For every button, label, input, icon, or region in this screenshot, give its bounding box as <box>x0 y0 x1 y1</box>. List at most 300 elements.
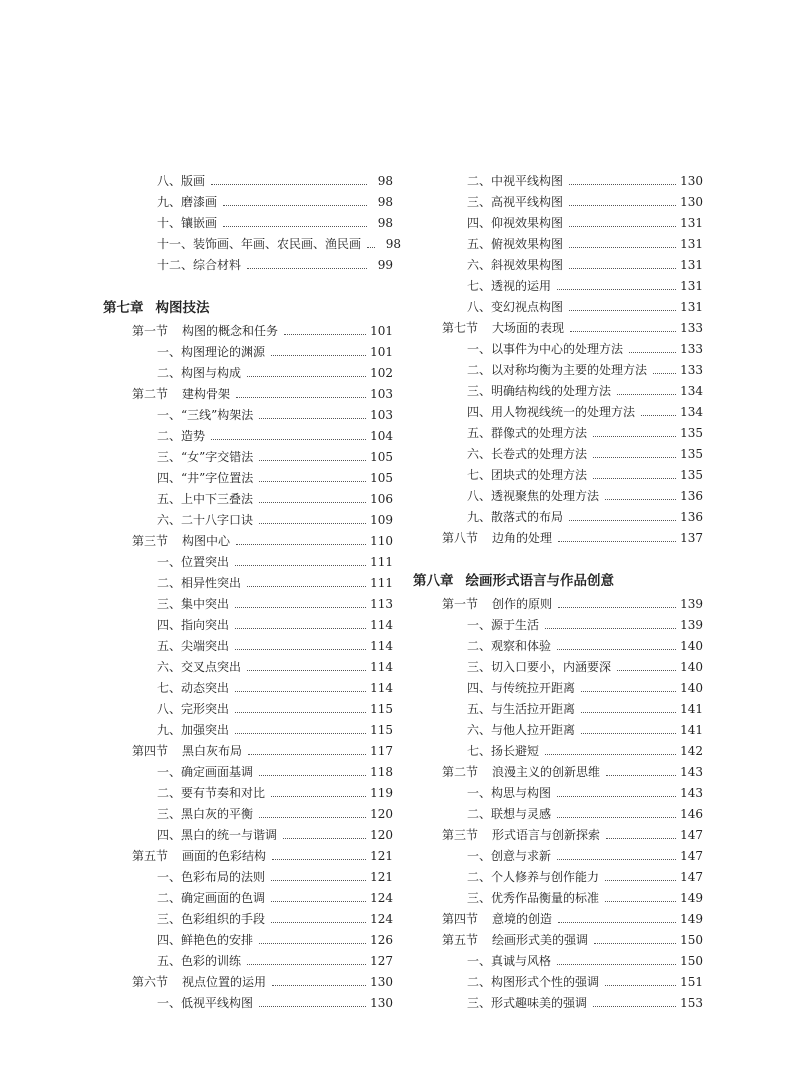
dot-leader <box>272 859 366 860</box>
dot-leader <box>570 331 676 332</box>
page-number: 120 <box>370 828 393 842</box>
page-number: 146 <box>680 807 703 821</box>
page-number: 105 <box>370 471 393 485</box>
dot-leader <box>557 964 676 965</box>
page-number: 114 <box>370 639 393 653</box>
page-number: 130 <box>370 996 393 1010</box>
dot-leader <box>259 481 366 482</box>
item-title: 九、散落式的布局 <box>467 510 564 524</box>
section-title: 大场面的表现 <box>492 321 565 335</box>
page-number: 119 <box>370 786 393 800</box>
dot-leader <box>259 775 366 776</box>
toc-item-entry[interactable] <box>413 442 703 463</box>
item-title: 一、位置突出 <box>157 555 230 569</box>
toc-item-entry[interactable] <box>103 169 393 190</box>
section-title: 创作的原则 <box>492 597 553 611</box>
dot-leader <box>545 754 676 755</box>
toc-item-entry[interactable] <box>103 466 393 487</box>
section-title: 建构骨架 <box>182 387 231 401</box>
toc-item-entry[interactable] <box>103 655 393 676</box>
toc-item-entry[interactable] <box>103 190 393 211</box>
toc-item-entry[interactable] <box>413 295 703 316</box>
item-title: 六、斜视效果构图 <box>467 258 564 272</box>
item-title: 一、确定画面基调 <box>157 765 254 779</box>
page-number: 133 <box>680 321 703 335</box>
dot-leader <box>235 712 366 713</box>
toc-item-entry[interactable] <box>413 676 703 697</box>
page-number: 139 <box>680 618 703 632</box>
toc-item-entry[interactable] <box>413 274 703 295</box>
section-label: 第七节 <box>442 321 479 335</box>
page-number: 103 <box>370 387 393 401</box>
item-title: 二、确定画面的色调 <box>157 891 266 905</box>
dot-leader <box>606 838 676 839</box>
toc-section-entry[interactable] <box>413 526 703 547</box>
page-number: 140 <box>680 660 703 674</box>
dot-leader <box>247 964 366 965</box>
section-heading <box>132 387 230 401</box>
toc-section-entry[interactable] <box>413 760 703 781</box>
dot-leader <box>259 460 366 461</box>
section-label: 第二节 <box>442 765 479 779</box>
page-number: 151 <box>680 975 703 989</box>
toc-item-entry[interactable] <box>413 970 703 991</box>
dot-leader <box>569 268 676 269</box>
page-number: 115 <box>370 702 393 716</box>
toc-item-entry[interactable] <box>413 505 703 526</box>
section-label: 第四节 <box>132 744 169 758</box>
section-heading <box>132 744 242 758</box>
item-title: 十、镶嵌画 <box>157 216 218 230</box>
item-title: 四、用人物视线统一的处理方法 <box>467 405 636 419</box>
item-title: 三、明确结构线的处理方法 <box>467 384 612 398</box>
dot-leader <box>569 247 676 248</box>
toc-section-entry[interactable] <box>103 319 393 340</box>
toc-item-entry[interactable] <box>103 697 393 718</box>
item-title: 三、形式趣味美的强调 <box>467 996 588 1010</box>
item-title: 二、构图形式个性的强调 <box>467 975 600 989</box>
toc-item-entry[interactable] <box>413 400 703 421</box>
page-number: 124 <box>370 891 393 905</box>
item-title: 五、尖端突出 <box>157 639 230 653</box>
dot-leader <box>235 628 366 629</box>
toc-item-entry[interactable] <box>413 253 703 274</box>
page-number: 106 <box>370 492 393 506</box>
page-number: 120 <box>370 807 393 821</box>
dot-leader <box>247 586 366 587</box>
toc-item-entry[interactable] <box>103 991 393 1012</box>
item-title: 五、俯视效果构图 <box>467 237 564 251</box>
item-title: 四、仰视效果构图 <box>467 216 564 230</box>
toc-item-entry[interactable] <box>103 865 393 886</box>
section-label: 第三节 <box>132 534 169 548</box>
dot-leader <box>557 796 676 797</box>
dot-leader <box>247 376 366 377</box>
dot-leader <box>235 691 366 692</box>
page-number: 124 <box>370 912 393 926</box>
toc-item-entry[interactable] <box>413 484 703 505</box>
toc-item-entry[interactable] <box>413 991 703 1012</box>
toc-section-entry[interactable] <box>103 970 393 991</box>
dot-leader <box>223 226 367 227</box>
section-title: 绘画形式美的强调 <box>492 933 589 947</box>
toc-item-entry[interactable] <box>103 592 393 613</box>
toc-section-entry[interactable] <box>103 529 393 550</box>
section-heading <box>442 933 588 947</box>
page-number: 131 <box>680 216 703 230</box>
page-number: 110 <box>370 534 393 548</box>
page-number: 131 <box>680 237 703 251</box>
page-number: 117 <box>370 744 393 758</box>
toc-item-entry[interactable] <box>103 403 393 424</box>
dot-leader <box>284 334 366 335</box>
dot-leader <box>235 733 366 734</box>
page-number: 127 <box>370 954 393 968</box>
dot-leader <box>617 670 676 671</box>
page-number: 102 <box>370 366 393 380</box>
toc-item-entry[interactable] <box>413 949 703 970</box>
item-title: 五、色彩的训练 <box>157 954 242 968</box>
dot-leader <box>593 457 676 458</box>
toc-item-entry[interactable] <box>103 232 402 253</box>
section-title: 画面的色彩结构 <box>182 849 267 863</box>
dot-leader <box>235 649 366 650</box>
toc-item-entry[interactable] <box>103 211 393 232</box>
toc-section-entry[interactable] <box>413 928 703 949</box>
dot-leader <box>271 796 366 797</box>
section-heading <box>132 534 230 548</box>
section-heading <box>442 321 564 335</box>
toc-item-entry[interactable] <box>103 340 393 361</box>
dot-leader <box>272 985 366 986</box>
item-title: 四、鲜艳色的安排 <box>157 933 254 947</box>
chapter-number: 第七章 <box>103 300 144 316</box>
toc-item-entry[interactable] <box>413 739 703 760</box>
page-number: 142 <box>680 744 703 758</box>
chapter-heading <box>413 566 703 592</box>
page-number: 136 <box>680 489 703 503</box>
toc-section-entry[interactable] <box>413 316 703 337</box>
dot-leader <box>605 499 676 500</box>
item-title: 二、中视平线构图 <box>467 174 564 188</box>
page-number: 139 <box>680 597 703 611</box>
dot-leader <box>605 901 676 902</box>
page-number: 98 <box>377 216 393 230</box>
page-number: 150 <box>680 933 703 947</box>
dot-leader <box>617 394 676 395</box>
item-title: 五、与生活拉开距离 <box>467 702 576 716</box>
section-title: 构图中心 <box>182 534 231 548</box>
section-title: 构图的概念和任务 <box>182 324 279 338</box>
page-number: 143 <box>680 786 703 800</box>
section-label: 第八节 <box>442 531 479 545</box>
dot-leader <box>557 859 676 860</box>
page-number: 150 <box>680 954 703 968</box>
dot-leader <box>271 355 366 356</box>
toc-item-entry[interactable] <box>103 613 393 634</box>
page-number: 105 <box>370 450 393 464</box>
dot-leader <box>259 502 366 503</box>
toc-item-entry[interactable] <box>103 781 393 802</box>
page-number: 141 <box>680 702 703 716</box>
item-title: 二、构图与构成 <box>157 366 242 380</box>
section-heading <box>442 828 600 842</box>
page-number: 149 <box>680 891 703 905</box>
dot-leader <box>259 817 366 818</box>
item-title: 二、个人修养与创作能力 <box>467 870 600 884</box>
dot-leader <box>605 985 676 986</box>
item-title: 七、扬长避短 <box>467 744 540 758</box>
dot-leader <box>593 478 676 479</box>
page-number: 101 <box>370 345 393 359</box>
page-number: 121 <box>370 849 393 863</box>
toc-item-entry[interactable] <box>103 634 393 655</box>
toc-item-entry[interactable] <box>413 655 703 676</box>
toc-item-entry[interactable] <box>413 211 703 232</box>
page-number: 118 <box>370 765 393 779</box>
dot-leader <box>211 184 367 185</box>
section-label: 第三节 <box>442 828 479 842</box>
dot-leader <box>569 226 676 227</box>
item-title: 三、黑白灰的平衡 <box>157 807 254 821</box>
page-number: 147 <box>680 828 703 842</box>
dot-leader <box>558 541 676 542</box>
page-number: 130 <box>680 195 703 209</box>
toc-item-entry[interactable] <box>103 361 393 382</box>
item-title: 九、加强突出 <box>157 723 230 737</box>
section-label: 第四节 <box>442 912 479 926</box>
dot-leader <box>248 754 366 755</box>
toc-item-entry[interactable] <box>103 550 393 571</box>
dot-leader <box>606 775 676 776</box>
toc-item-entry[interactable] <box>413 337 703 358</box>
section-label: 第五节 <box>442 933 479 947</box>
toc-item-entry[interactable] <box>103 907 393 928</box>
toc-item-entry[interactable] <box>103 253 393 274</box>
page-number: 136 <box>680 510 703 524</box>
item-title: 三、优秀作品衡量的标准 <box>467 891 600 905</box>
dot-leader <box>558 922 676 923</box>
toc-item-entry[interactable] <box>413 463 703 484</box>
dot-leader <box>569 184 676 185</box>
dot-leader <box>557 289 676 290</box>
toc-item-entry[interactable] <box>103 571 393 592</box>
dot-leader <box>259 1006 366 1007</box>
page-number: 135 <box>680 447 703 461</box>
section-title: 边角的处理 <box>492 531 553 545</box>
toc-item-entry[interactable] <box>413 844 703 865</box>
item-title: 八、变幻视点构图 <box>467 300 564 314</box>
page-number: 111 <box>370 555 393 569</box>
dot-leader <box>569 310 676 311</box>
toc-item-entry[interactable] <box>413 358 703 379</box>
item-title: 一、低视平线构图 <box>157 996 254 1010</box>
dot-leader <box>569 520 676 521</box>
item-title: 一、真诚与风格 <box>467 954 552 968</box>
dot-leader <box>235 565 366 566</box>
dot-leader <box>271 922 366 923</box>
page-number: 99 <box>377 258 393 272</box>
dot-leader <box>367 247 375 248</box>
dot-leader <box>545 628 676 629</box>
item-title: 八、版画 <box>157 174 206 188</box>
chapter-number: 第八章 <box>413 573 454 589</box>
toc-item-entry[interactable] <box>103 676 393 697</box>
page-number: 115 <box>370 723 393 737</box>
page-number: 135 <box>680 426 703 440</box>
section-title: 意境的创造 <box>492 912 553 926</box>
chapter-heading <box>103 293 393 319</box>
toc-section-entry[interactable] <box>413 823 703 844</box>
page-number: 131 <box>680 258 703 272</box>
toc-left-column <box>103 169 402 1012</box>
toc-item-entry[interactable] <box>413 379 703 400</box>
dot-leader <box>259 418 366 419</box>
item-title: 二、以对称均衡为主要的处理方法 <box>467 363 648 377</box>
item-title: 一、以事件为中心的处理方法 <box>467 342 624 356</box>
toc-section-entry[interactable] <box>103 382 393 403</box>
page-number: 147 <box>680 870 703 884</box>
toc-item-entry[interactable] <box>103 424 393 445</box>
page-number: 104 <box>370 429 393 443</box>
toc-section-entry[interactable] <box>103 739 393 760</box>
page-number: 147 <box>680 849 703 863</box>
dot-leader <box>557 817 676 818</box>
page-number: 149 <box>680 912 703 926</box>
item-title: 八、透视聚焦的处理方法 <box>467 489 600 503</box>
section-heading <box>442 765 600 779</box>
page-number: 121 <box>370 870 393 884</box>
chapter-title: 构图技法 <box>155 300 210 316</box>
section-title: 视点位置的运用 <box>182 975 267 989</box>
dot-leader <box>605 880 676 881</box>
toc-item-entry[interactable] <box>413 421 703 442</box>
item-title: 一、源于生活 <box>467 618 540 632</box>
toc-item-entry[interactable] <box>413 634 703 655</box>
toc-item-entry[interactable] <box>413 718 703 739</box>
section-heading <box>132 975 266 989</box>
toc-item-entry[interactable] <box>103 886 393 907</box>
item-title: 七、动态突出 <box>157 681 230 695</box>
dot-leader <box>581 691 676 692</box>
toc-item-entry[interactable] <box>413 802 703 823</box>
item-title: 八、完形突出 <box>157 702 230 716</box>
section-heading <box>132 849 266 863</box>
item-title: 三、色彩组织的手段 <box>157 912 266 926</box>
item-title: 三、高视平线构图 <box>467 195 564 209</box>
page-number: 113 <box>370 597 393 611</box>
toc-section-entry[interactable] <box>413 592 703 613</box>
page-number: 141 <box>680 723 703 737</box>
dot-leader <box>593 436 676 437</box>
toc-right-column <box>413 169 703 1012</box>
page-number: 98 <box>377 174 393 188</box>
page-number: 131 <box>680 300 703 314</box>
toc-item-entry[interactable] <box>413 697 703 718</box>
toc-item-entry[interactable] <box>413 886 703 907</box>
page-number: 134 <box>680 405 703 419</box>
dot-leader <box>569 205 676 206</box>
dot-leader <box>653 373 676 374</box>
toc-item-entry[interactable] <box>103 823 393 844</box>
section-label: 第一节 <box>132 324 169 338</box>
toc-item-entry[interactable] <box>103 487 393 508</box>
item-title: 九、磨漆画 <box>157 195 218 209</box>
section-title: 浪漫主义的创新思维 <box>492 765 601 779</box>
dot-leader <box>271 880 366 881</box>
page-number: 137 <box>680 531 703 545</box>
page-number: 130 <box>680 174 703 188</box>
dot-leader <box>581 733 676 734</box>
item-title: 二、要有节奏和对比 <box>157 786 266 800</box>
toc-item-entry[interactable] <box>103 718 393 739</box>
dot-leader <box>557 649 676 650</box>
page-number: 109 <box>370 513 393 527</box>
dot-leader <box>283 838 366 839</box>
page-number: 101 <box>370 324 393 338</box>
toc-item-entry[interactable] <box>103 445 393 466</box>
page-number: 143 <box>680 765 703 779</box>
toc-item-entry[interactable] <box>413 865 703 886</box>
page-number: 103 <box>370 408 393 422</box>
toc-item-entry[interactable] <box>413 613 703 634</box>
toc-item-entry[interactable] <box>103 949 393 970</box>
toc-item-entry[interactable] <box>103 802 393 823</box>
section-heading <box>442 531 552 545</box>
page-number: 98 <box>377 195 393 209</box>
item-title: 二、造势 <box>157 429 206 443</box>
dot-leader <box>236 397 366 398</box>
dot-leader <box>259 523 366 524</box>
item-title: 四、与传统拉开距离 <box>467 681 576 695</box>
item-title: 一、创意与求新 <box>467 849 552 863</box>
item-title: 六、与他人拉开距离 <box>467 723 576 737</box>
dot-leader <box>247 268 367 269</box>
page-number: 130 <box>370 975 393 989</box>
toc-item-entry[interactable] <box>103 928 393 949</box>
section-heading <box>132 324 278 338</box>
item-title: 十一、装饰画、年画、农民画、渔民画 <box>157 237 362 251</box>
spacer <box>103 274 393 293</box>
section-label: 第五节 <box>132 849 169 863</box>
toc-section-entry[interactable] <box>413 907 703 928</box>
page-number: 133 <box>680 342 703 356</box>
section-label: 第二节 <box>132 387 169 401</box>
section-heading <box>442 912 552 926</box>
toc-item-entry[interactable] <box>413 169 703 190</box>
item-title: 四、指向突出 <box>157 618 230 632</box>
section-title: 黑白灰布局 <box>182 744 243 758</box>
toc-item-entry[interactable] <box>103 508 393 529</box>
item-title: 五、群像式的处理方法 <box>467 426 588 440</box>
page-number: 114 <box>370 660 393 674</box>
toc-section-entry[interactable] <box>103 844 393 865</box>
item-title: 一、色彩布局的法则 <box>157 870 266 884</box>
page-number: 140 <box>680 681 703 695</box>
toc-item-entry[interactable] <box>103 760 393 781</box>
dot-leader <box>558 607 676 608</box>
toc-item-entry[interactable] <box>413 781 703 802</box>
item-title: 一、“三线”构架法 <box>157 408 254 422</box>
toc-item-entry[interactable] <box>413 232 703 253</box>
item-title: 六、二十八字口诀 <box>157 513 254 527</box>
item-title: 一、构图理论的渊源 <box>157 345 266 359</box>
toc-item-entry[interactable] <box>413 190 703 211</box>
dot-leader <box>247 670 366 671</box>
page-number: 135 <box>680 468 703 482</box>
item-title: 二、观察和体验 <box>467 639 552 653</box>
dot-leader <box>641 415 676 416</box>
